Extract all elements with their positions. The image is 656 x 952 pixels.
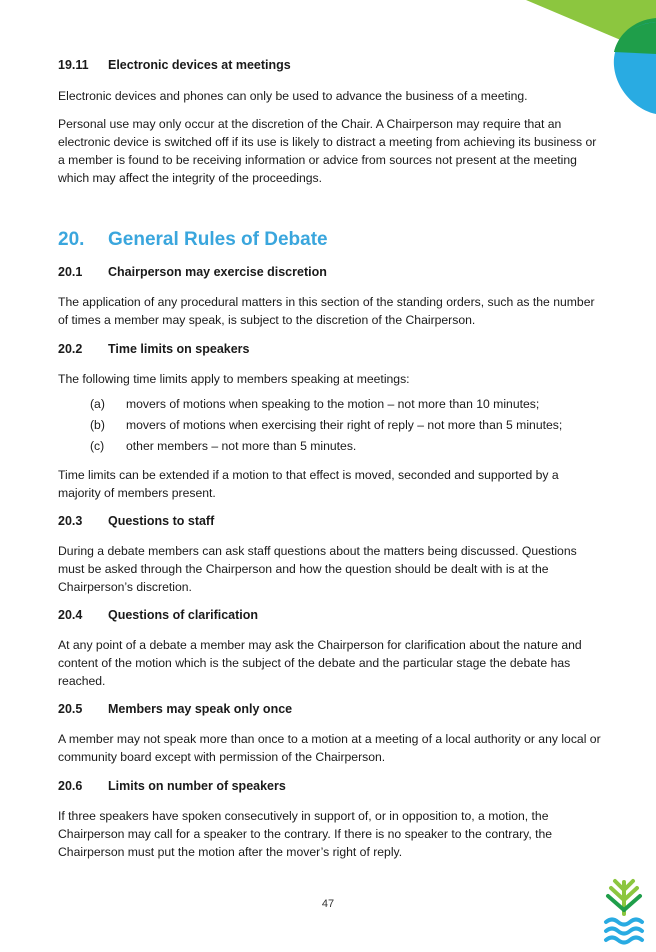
- paragraph: Time limits can be extended if a motion to that effect is moved, seconded and supported by a majority of members present.: [58, 468, 559, 500]
- section-number: 19.11: [58, 58, 89, 72]
- paragraph: The following time limits apply to members speaking at meetings:: [58, 372, 410, 386]
- section-number: 20.2: [58, 342, 83, 356]
- list-item-label: (a): [90, 397, 105, 411]
- section-number: 20.3: [58, 514, 83, 528]
- section-20-5-heading: [58, 702, 292, 716]
- section-title: Electronic devices at meetings: [108, 58, 291, 72]
- list-item: [90, 416, 562, 434]
- paragraph: A member may not speak more than once to a motion at a meeting of a local authority or any local or community board except with permission of the Chairperson.: [58, 732, 601, 764]
- fern-waves-logo: [602, 878, 646, 946]
- section-title: Questions of clarification: [108, 608, 259, 622]
- list-item-label: (c): [90, 439, 105, 453]
- section-20-heading: [58, 229, 328, 251]
- page-number: 47: [321, 898, 335, 910]
- paragraph: If three speakers have spoken consecutively in support of, or in opposition to, a motion, the Chairperson may call for a speaker to the contrary. If there is no speaker to the contrary, the Chairperson must put the motion after the mover’s right of reply.: [58, 809, 553, 859]
- section-20-6-heading: [58, 779, 286, 793]
- section-number: 20.6: [58, 779, 83, 793]
- paragraph: Electronic devices and phones can only be used to advance the business of a meeting.: [58, 89, 528, 103]
- section-20-2-heading: [58, 342, 250, 356]
- section-20-4-heading: [58, 608, 258, 622]
- paragraph: Personal use may only occur at the discretion of the Chair. A Chairperson may require that an electronic device is switched off if its use is likely to distract a meeting from achieving its business or a member is found to be receiving information or advice from sources not present at the meeting which may affect the integrity of the proceedings.: [58, 117, 597, 185]
- list-item: [90, 395, 539, 413]
- section-number: 20.1: [58, 265, 83, 279]
- section-title: General Rules of Debate: [108, 229, 328, 250]
- section-title: Members may speak only once: [108, 702, 293, 716]
- section-number: 20.4: [58, 608, 83, 622]
- paragraph: The application of any procedural matters in this section of the standing orders, such as the number of times a member may speak, is subject to the discretion of the Chairperson.: [58, 295, 595, 327]
- list-item-text: other members – not more than 5 minutes.: [126, 439, 357, 453]
- section-number: 20.: [58, 229, 85, 250]
- paragraph: At any point of a debate a member may ask the Chairperson for clarification about the nature and content of the motion which is the subject of the debate and the particular stage the debate has reached.: [58, 638, 582, 688]
- section-20-3-heading: [58, 514, 214, 528]
- list-item-label: (b): [90, 418, 105, 432]
- list-item-text: movers of motions when speaking to the motion – not more than 10 minutes;: [126, 397, 540, 411]
- section-title: Questions to staff: [108, 514, 215, 528]
- list-item: [90, 437, 356, 455]
- list-item-text: movers of motions when exercising their right of reply – not more than 5 minutes;: [126, 418, 563, 432]
- section-title: Chairperson may exercise discretion: [108, 265, 327, 279]
- paragraph: During a debate members can ask staff questions about the matters being discussed. Questions must be asked through the Chairperson and how the question should be dealt with is at the Chairperson’s discretion.: [58, 544, 577, 594]
- section-title: Time limits on speakers: [108, 342, 250, 356]
- section-20-1-heading: [58, 265, 327, 279]
- section-number: 20.5: [58, 702, 83, 716]
- section-title: Limits on number of speakers: [108, 779, 286, 793]
- section-19-11-heading: [58, 58, 291, 72]
